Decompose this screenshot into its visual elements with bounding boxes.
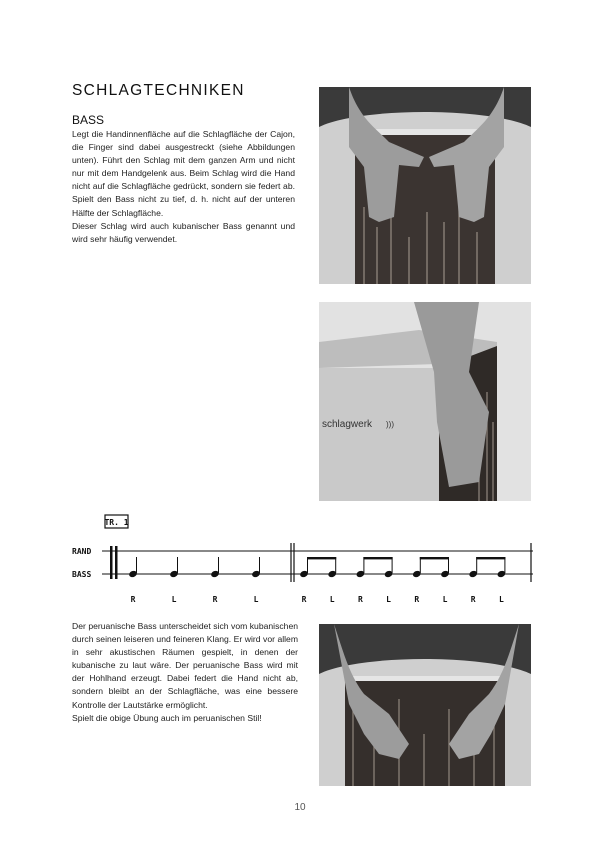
note-beam bbox=[363, 557, 392, 559]
line-label-rand: RAND bbox=[72, 547, 92, 556]
sticking-label: R bbox=[357, 595, 363, 604]
subheading: BASS bbox=[72, 113, 105, 127]
paragraph-peruvian-bass bbox=[72, 620, 298, 725]
paragraph-note: Dieser Schlag wird auch kubanischer Bass genannt und wird sehr häufig verwendet. bbox=[72, 220, 295, 244]
cajon-brand-label: schlagwerk bbox=[322, 419, 373, 430]
rhythm-notation bbox=[70, 508, 540, 608]
paragraph-note: Spielt die obige Übung auch im peruanischen Stil! bbox=[72, 712, 262, 723]
paragraph-body: Der peruanische Bass unterscheidet sich vom kubanischen durch seinen leiseren und feineren Klang. Er wird vor allem in sehr akustischen Räumen gespielt, in denen der kubanische zu laut wäre. Der peruanische Bass wird mit der Hohlhand erzeugt. Dabei federt die Hand nicht ab, sondern bleibt an der Schlagfläche, was eine bessere Kontrolle der Lautstärke ermöglicht. bbox=[72, 621, 298, 710]
photo-peruvian-bass-hands bbox=[319, 624, 531, 786]
sticking-label: L bbox=[386, 595, 392, 604]
sticking-label: R bbox=[470, 595, 476, 604]
note-beam bbox=[476, 557, 505, 559]
paragraph-bass-technique bbox=[72, 128, 295, 246]
sticking-label: R bbox=[130, 595, 136, 604]
page-number: 10 bbox=[294, 802, 306, 813]
sticking-label: L bbox=[329, 595, 335, 604]
sticking-label: R bbox=[301, 595, 307, 604]
sound-icon: ))) bbox=[386, 420, 394, 429]
section-title: SCHLAGTECHNIKEN bbox=[72, 82, 245, 99]
photo-bass-hand-side bbox=[319, 302, 531, 501]
note-beam bbox=[307, 557, 336, 559]
note-beam bbox=[420, 557, 449, 559]
sticking-label: R bbox=[414, 595, 420, 604]
sticking-label: L bbox=[498, 595, 504, 604]
line-label-bass: BASS bbox=[72, 570, 92, 579]
paragraph-body: Legt die Handinnenfläche auf die Schlagfläche der Cajon, die Finger sind dabei ausgestreckt (siehe Abbildungen unten). Führt den Schlag mit dem ganzen Arm und nicht nur mit dem Handgelenk aus. Beim Schlag wird die Hand nicht auf die Schlagfläche gedrückt, sondern sie federt ab. Spielt den Bass nicht zu tief, d. h. nicht auf der unteren Hälfte der Schlagfläche. bbox=[72, 129, 295, 218]
track-label: TR. 1 bbox=[104, 518, 129, 527]
sticking-label: L bbox=[253, 595, 259, 604]
sticking-label: R bbox=[212, 595, 218, 604]
photo-bass-hands-front bbox=[319, 87, 531, 284]
sticking-label: L bbox=[171, 595, 177, 604]
sticking-label: L bbox=[442, 595, 448, 604]
